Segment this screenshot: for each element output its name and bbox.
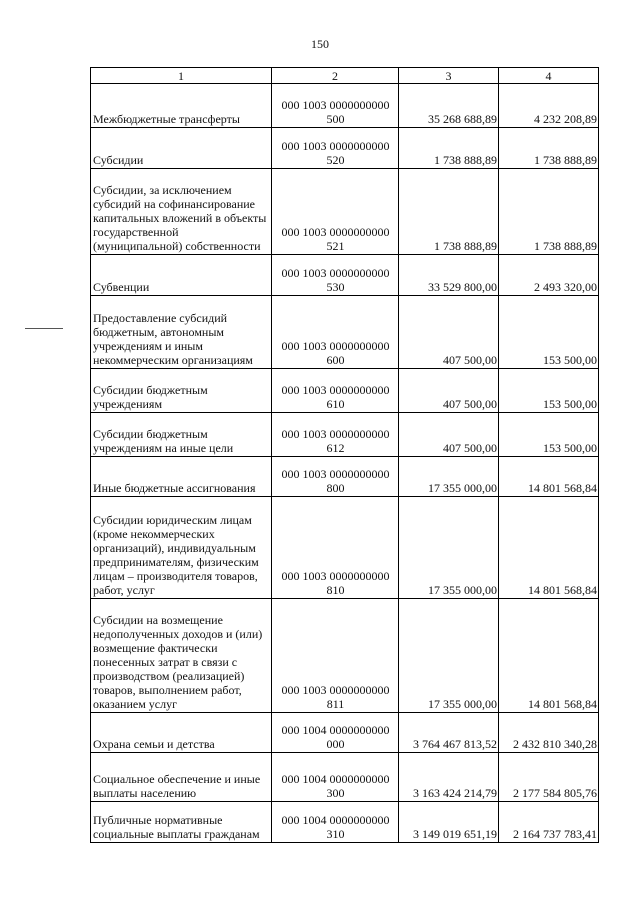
row-value-col4: 1 738 888,89 bbox=[499, 128, 599, 169]
row-value-col3: 17 355 000,00 bbox=[399, 457, 499, 497]
table-row bbox=[91, 497, 599, 599]
row-value-col4: 1 738 888,89 bbox=[499, 169, 599, 255]
page-number: 150 bbox=[311, 37, 329, 51]
code-classifier: 000 1003 0000000000 bbox=[281, 98, 390, 112]
code-classifier: 000 1003 0000000000 bbox=[281, 569, 390, 583]
budget-table bbox=[90, 67, 599, 843]
row-value-col3: 3 149 019 651,19 bbox=[399, 802, 499, 843]
row-code bbox=[272, 457, 399, 497]
row-name: Субсидии бюджетным учреждениям на иные цели bbox=[91, 413, 272, 457]
table-row bbox=[91, 255, 599, 296]
row-value-col4: 153 500,00 bbox=[499, 296, 599, 369]
scan-margin-mark bbox=[25, 328, 63, 329]
row-value-col3: 407 500,00 bbox=[399, 413, 499, 457]
row-name: Субсидии юридическим лицам (кроме некоммерческих организаций), индивидуальным предпринимателям, физическим лицам – производителя товаров, работ, услуг bbox=[91, 497, 272, 599]
code-classifier: 000 1003 0000000000 bbox=[281, 139, 390, 153]
code-classifier: 000 1004 0000000000 bbox=[281, 723, 390, 737]
code-expense-type: 610 bbox=[326, 397, 345, 411]
code-classifier: 000 1003 0000000000 bbox=[281, 427, 390, 441]
row-code bbox=[272, 753, 399, 802]
code-expense-type: 800 bbox=[326, 481, 345, 495]
code-expense-type: 810 bbox=[326, 583, 345, 597]
code-expense-type: 600 bbox=[326, 353, 345, 367]
row-value-col3: 35 268 688,89 bbox=[399, 84, 499, 128]
column-header: 1 bbox=[91, 68, 272, 84]
row-value-col4: 4 232 208,89 bbox=[499, 84, 599, 128]
code-expense-type: 520 bbox=[326, 153, 345, 167]
code-classifier: 000 1003 0000000000 bbox=[281, 467, 390, 481]
row-name: Субсидии на возмещение недополученных доходов и (или) возмещение фактически понесенных затрат в связи с производством (реализацией) товаров, выполнением работ, оказанием услуг bbox=[91, 599, 272, 713]
row-code bbox=[272, 169, 399, 255]
row-name: Охрана семьи и детства bbox=[91, 713, 272, 753]
row-value-col4: 153 500,00 bbox=[499, 369, 599, 413]
row-name: Социальное обеспечение и иные выплаты населению bbox=[91, 753, 272, 802]
row-value-col4: 2 177 584 805,76 bbox=[499, 753, 599, 802]
table-row bbox=[91, 713, 599, 753]
row-code bbox=[272, 255, 399, 296]
row-code bbox=[272, 369, 399, 413]
row-value-col4: 2 432 810 340,28 bbox=[499, 713, 599, 753]
row-value-col3: 33 529 800,00 bbox=[399, 255, 499, 296]
row-value-col4: 2 493 320,00 bbox=[499, 255, 599, 296]
code-expense-type: 000 bbox=[326, 737, 345, 751]
table-row bbox=[91, 296, 599, 369]
table-row bbox=[91, 599, 599, 713]
row-value-col4: 14 801 568,84 bbox=[499, 497, 599, 599]
table-row bbox=[91, 753, 599, 802]
code-expense-type: 530 bbox=[326, 280, 345, 294]
row-code bbox=[272, 128, 399, 169]
code-classifier: 000 1003 0000000000 bbox=[281, 339, 390, 353]
row-value-col3: 407 500,00 bbox=[399, 369, 499, 413]
table-row bbox=[91, 457, 599, 497]
row-code bbox=[272, 599, 399, 713]
table-row bbox=[91, 802, 599, 843]
table-row bbox=[91, 369, 599, 413]
row-value-col3: 17 355 000,00 bbox=[399, 599, 499, 713]
row-code bbox=[272, 713, 399, 753]
row-value-col4: 2 164 737 783,41 bbox=[499, 802, 599, 843]
row-code bbox=[272, 84, 399, 128]
row-name: Субсидии bbox=[91, 128, 272, 169]
table-header-row bbox=[91, 68, 599, 84]
row-name: Публичные нормативные социальные выплаты гражданам bbox=[91, 802, 272, 843]
row-name: Межбюджетные трансферты bbox=[91, 84, 272, 128]
code-classifier: 000 1004 0000000000 bbox=[281, 813, 390, 827]
table-row bbox=[91, 128, 599, 169]
row-value-col3: 407 500,00 bbox=[399, 296, 499, 369]
code-expense-type: 500 bbox=[326, 112, 345, 126]
code-expense-type: 521 bbox=[326, 239, 345, 253]
row-name: Субсидии бюджетным учреждениям bbox=[91, 369, 272, 413]
code-expense-type: 612 bbox=[326, 441, 345, 455]
row-value-col4: 14 801 568,84 bbox=[499, 457, 599, 497]
row-value-col3: 1 738 888,89 bbox=[399, 169, 499, 255]
code-classifier: 000 1003 0000000000 bbox=[281, 683, 390, 697]
row-value-col4: 14 801 568,84 bbox=[499, 599, 599, 713]
row-code bbox=[272, 296, 399, 369]
row-code bbox=[272, 497, 399, 599]
row-name: Предоставление субсидий бюджетным, автономным учреждениям и иным некоммерческим организациям bbox=[91, 296, 272, 369]
row-code bbox=[272, 413, 399, 457]
table-row bbox=[91, 169, 599, 255]
code-classifier: 000 1004 0000000000 bbox=[281, 772, 390, 786]
row-value-col4: 153 500,00 bbox=[499, 413, 599, 457]
column-header: 2 bbox=[272, 68, 399, 84]
column-header: 4 bbox=[499, 68, 599, 84]
row-value-col3: 3 163 424 214,79 bbox=[399, 753, 499, 802]
row-name: Субсидии, за исключением субсидий на софинансирование капитальных вложений в объекты государственной (муниципальной) собственности bbox=[91, 169, 272, 255]
code-classifier: 000 1003 0000000000 bbox=[281, 225, 390, 239]
code-expense-type: 300 bbox=[326, 786, 345, 800]
row-value-col3: 17 355 000,00 bbox=[399, 497, 499, 599]
code-expense-type: 811 bbox=[326, 697, 345, 711]
row-name: Субвенции bbox=[91, 255, 272, 296]
code-expense-type: 310 bbox=[326, 827, 345, 841]
row-code bbox=[272, 802, 399, 843]
column-header: 3 bbox=[399, 68, 499, 84]
row-value-col3: 1 738 888,89 bbox=[399, 128, 499, 169]
row-name: Иные бюджетные ассигнования bbox=[91, 457, 272, 497]
row-value-col3: 3 764 467 813,52 bbox=[399, 713, 499, 753]
code-classifier: 000 1003 0000000000 bbox=[281, 266, 390, 280]
table-row bbox=[91, 84, 599, 128]
code-classifier: 000 1003 0000000000 bbox=[281, 383, 390, 397]
table-row bbox=[91, 413, 599, 457]
